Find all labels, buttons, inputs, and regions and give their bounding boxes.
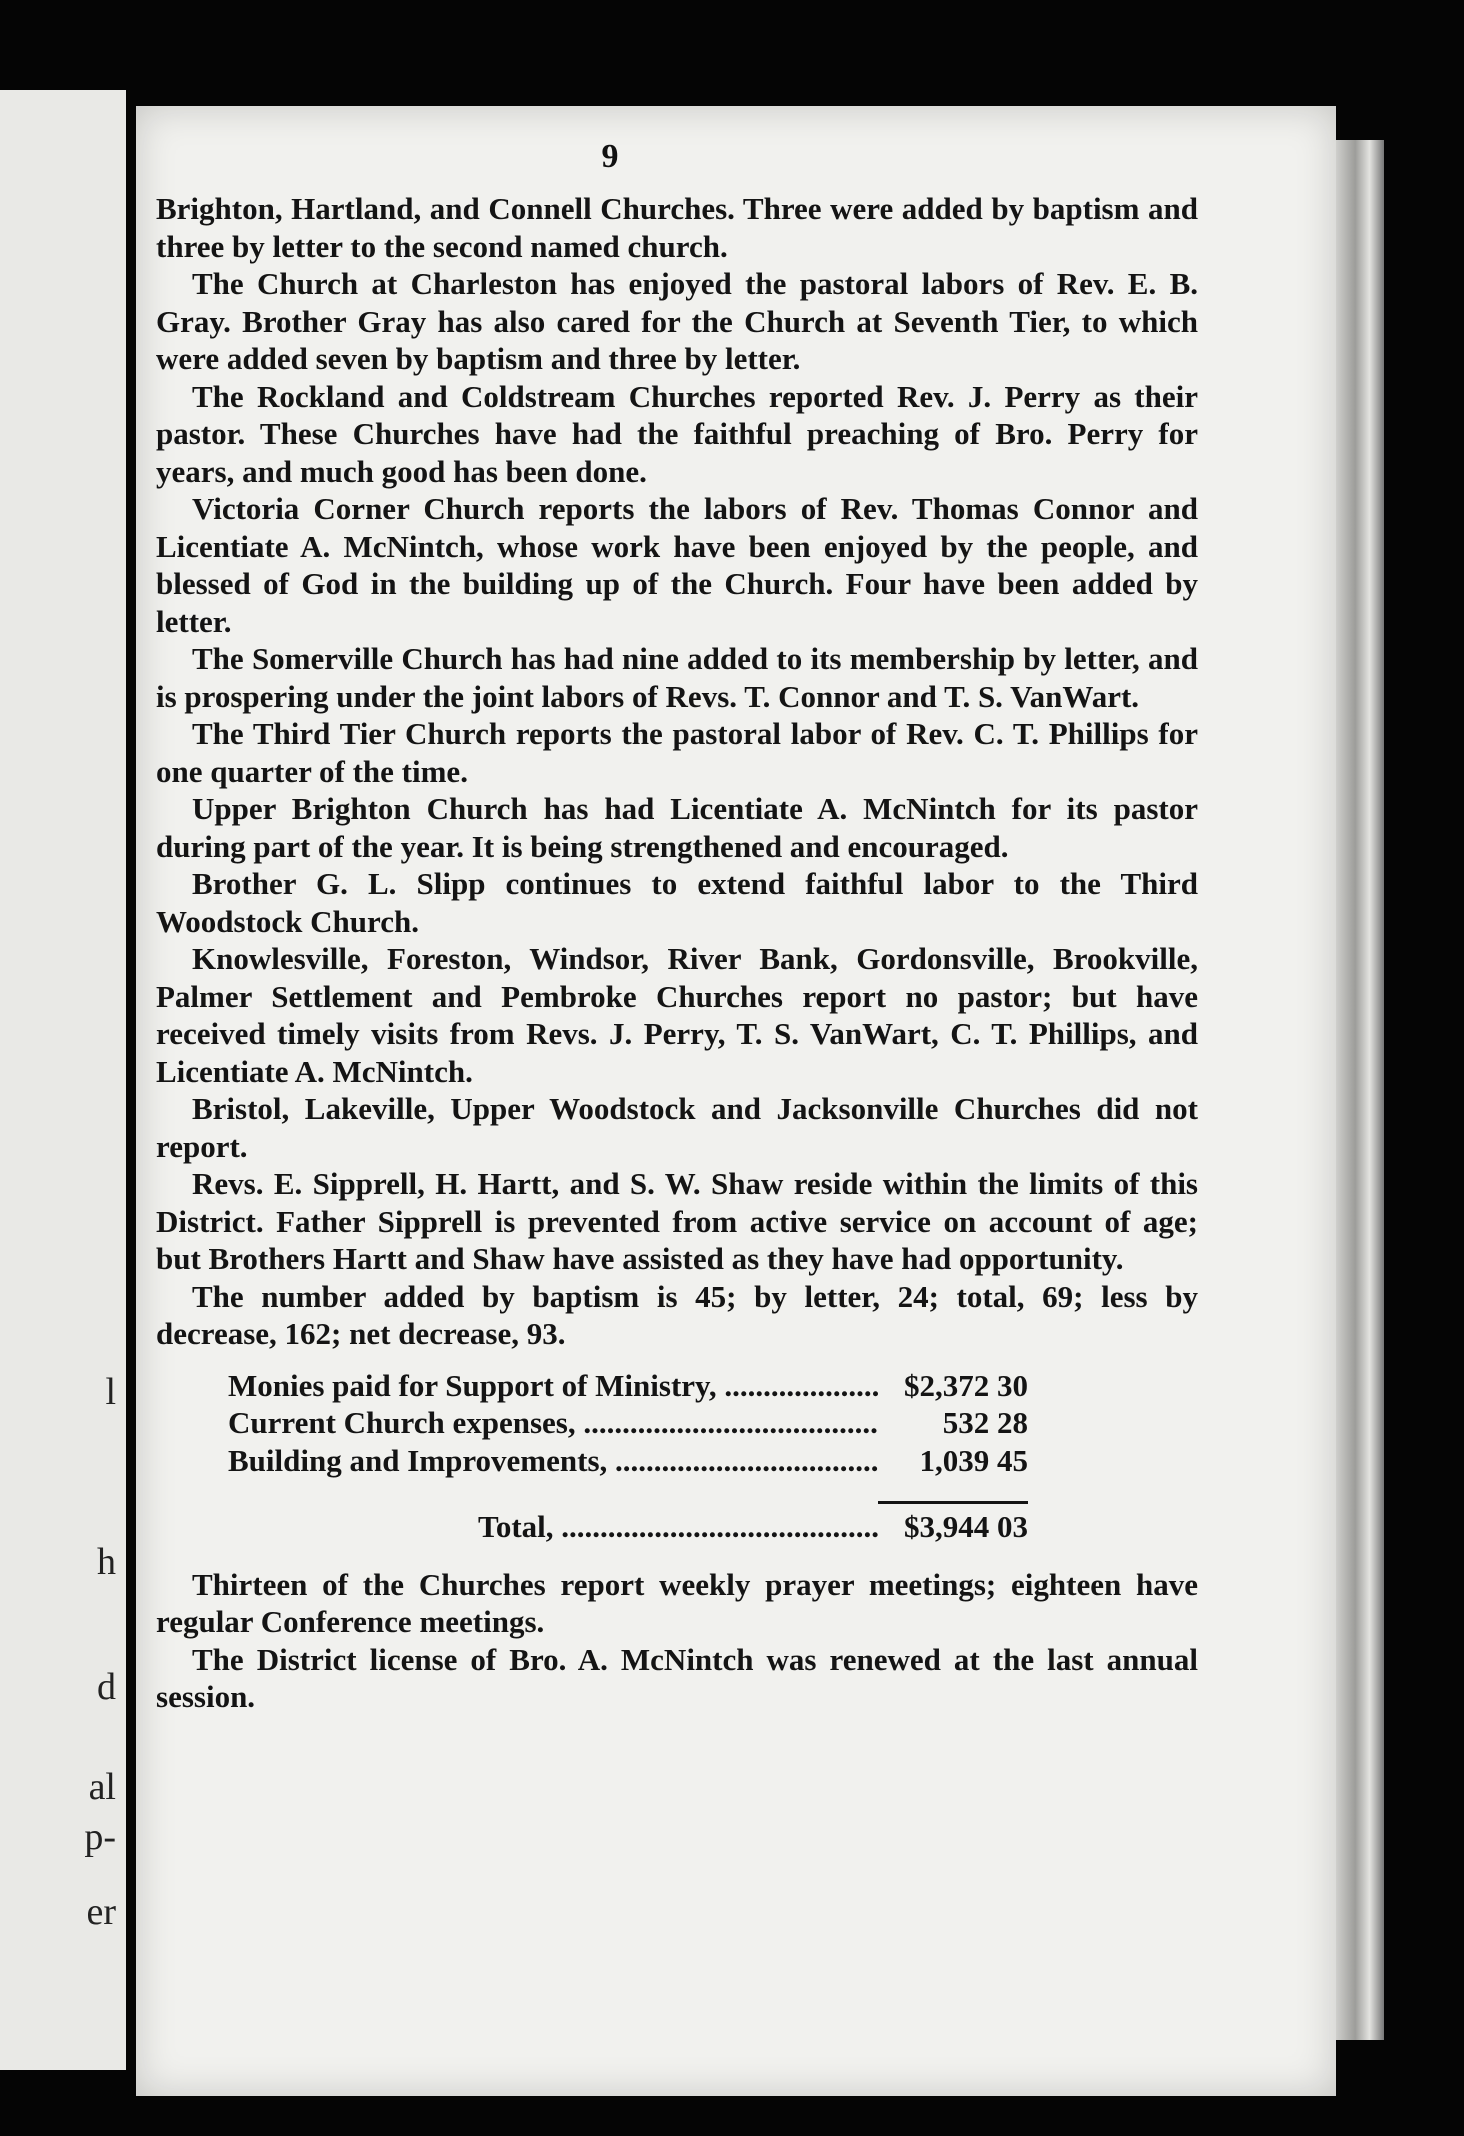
money-row xyxy=(228,1404,1028,1442)
page-number: 9 xyxy=(601,138,619,175)
paragraph: The number added by baptism is 45; by letter, 24; total, 69; less by decrease, 162; net decrease, 93. xyxy=(156,1278,1198,1351)
money-total-row xyxy=(228,1508,1028,1546)
left-page-fragment: al xyxy=(88,1766,116,1808)
left-page-fragment: d xyxy=(97,1666,116,1708)
left-page-fragment: l xyxy=(105,1371,116,1413)
money-row xyxy=(228,1367,1028,1405)
paragraph: Revs. E. Sipprell, H. Hartt, and S. W. Shaw reside within the limits of this District. Father Sipprell is prevented from active service on account of age; but Brothers Hartt and Shaw have assisted as they have had opportunity. xyxy=(156,1166,1198,1276)
money-amount: 1,039 45 xyxy=(919,1442,1028,1478)
money-label: Monies paid for Support of Ministry, ..... xyxy=(228,1367,878,1405)
left-page-fragment: h xyxy=(97,1541,116,1583)
money-row xyxy=(228,1442,1028,1480)
left-facing-page-edge xyxy=(0,90,126,2070)
page-stack-edge xyxy=(1336,140,1384,2040)
left-page-fragment: p- xyxy=(84,1816,116,1858)
paragraph: The Somerville Church has had nine added to its membership by letter, and is prospering under the joint labors of Revs. T. Connor and T. S. VanWart. xyxy=(156,641,1198,714)
paragraph: Brother G. L. Slipp continues to extend faithful labor to the Third Woodstock Church. xyxy=(156,866,1198,939)
paragraph: The Rockland and Coldstream Churches reported Rev. J. Perry as their pastor. These Churches have had the faithful preaching of Bro. Perry for years, and much good has been done. xyxy=(156,378,1198,489)
money-amount: $2,372 30 xyxy=(904,1367,1028,1403)
paragraph: Knowlesville, Foreston, Windsor, River Bank, Gordonsville, Brookville, Palmer Settlement and Pembroke Churches report no pastor; but have received timely visits from Revs. J. Perry, T. S. VanWart, C. T. Phillips, and Licentiate A. McNintch. xyxy=(156,941,1198,1089)
paragraph: Bristol, Lakeville, Upper Woodstock and Jacksonville Churches did not report. xyxy=(156,1091,1198,1164)
paragraph: Victoria Corner Church reports the labors of Rev. Thomas Connor and Licentiate A. McNintch, whose work have been enjoyed by the people, and blessed of God in the building up of the Church. Four have been added by letter. xyxy=(156,491,1198,639)
paragraph-list xyxy=(156,190,1198,1353)
page-body xyxy=(156,190,1198,1716)
closing-paragraphs xyxy=(156,1566,1198,1716)
paragraph: Thirteen of the Churches report weekly prayer meetings; eighteen have regular Conference meetings. xyxy=(156,1566,1198,1639)
paragraph: The Third Tier Church reports the pastoral labor of Rev. C. T. Phillips for one quarter of the time. xyxy=(156,716,1198,789)
paragraph: Brighton, Hartland, and Connell Churches. Three were added by baptism and three by letter to the second named church. xyxy=(156,191,1198,264)
money-amount: 532 28 xyxy=(942,1405,1028,1440)
paragraph: Upper Brighton Church has had Licentiate A. McNintch for its pastor during part of the year. It is being strengthened and encouraged. xyxy=(156,791,1198,864)
financial-summary xyxy=(156,1367,1028,1546)
left-page-fragment: er xyxy=(86,1891,116,1933)
paragraph: The District license of Bro. A. McNintch was renewed at the last annual session. xyxy=(156,1641,1198,1714)
total-rule xyxy=(878,1501,1028,1504)
total-amount: $3,944 03 xyxy=(904,1509,1028,1544)
total-label: Total, ..... xyxy=(478,1508,878,1546)
money-label: Building and Improvements, ..... xyxy=(228,1442,878,1480)
paragraph: The Church at Charleston has enjoyed the pastoral labors of Rev. E. B. Gray. Brother Gray has also cared for the Church at Seventh Tier, to which were added seven by baptism and three by letter. xyxy=(156,266,1198,376)
money-label: Current Church expenses, ..... xyxy=(228,1404,878,1442)
